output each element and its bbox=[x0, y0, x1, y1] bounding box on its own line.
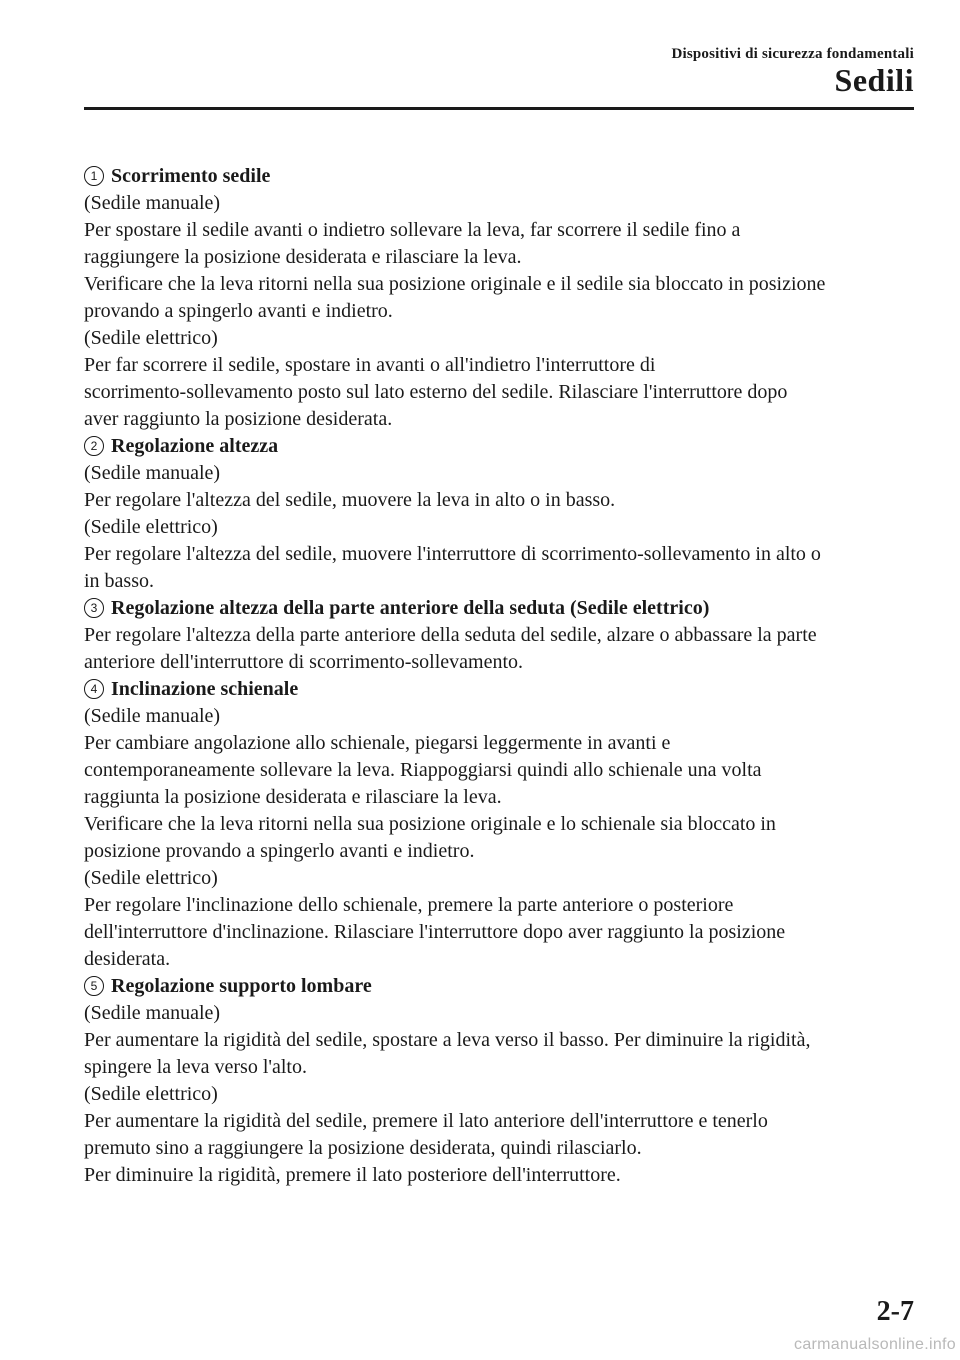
text-line: scorrimento-sollevamento posto sul lato esterno del sedile. Rilasciare l'interruttore dopo bbox=[84, 381, 788, 403]
text-line: Per aumentare la rigidità del sedile, premere il lato anteriore dell'interruttore e tenerlo bbox=[84, 1110, 768, 1132]
text-line: spingere la leva verso l'alto. bbox=[84, 1056, 307, 1078]
text-line: provando a spingerlo avanti e indietro. bbox=[84, 300, 393, 322]
text-line: contemporaneamente sollevare la leva. Riappoggiarsi quindi allo schienale una volta bbox=[84, 759, 762, 781]
circled-number-icon: 4 bbox=[84, 679, 104, 699]
section-block bbox=[84, 973, 914, 1189]
text-line: (Sedile elettrico) bbox=[84, 516, 218, 538]
text-line: (Sedile manuale) bbox=[84, 1002, 221, 1024]
section-title: Sedili bbox=[834, 62, 914, 98]
text-line: dell'interruttore d'inclinazione. Rilasciare l'interruttore dopo aver raggiunto la posizione bbox=[84, 921, 786, 943]
manual-body bbox=[84, 163, 914, 1189]
section-block bbox=[84, 433, 914, 595]
section-heading-text: Regolazione altezza bbox=[111, 435, 279, 457]
section-block bbox=[84, 595, 914, 676]
circled-number-icon: 1 bbox=[84, 166, 104, 186]
watermark: carmanualsonline.info bbox=[794, 1336, 956, 1353]
text-line: Per far scorrere il sedile, spostare in avanti o all'indietro l'interruttore di bbox=[84, 354, 656, 376]
text-line: (Sedile manuale) bbox=[84, 462, 221, 484]
section-heading bbox=[84, 595, 914, 622]
section-heading-text: Scorrimento sedile bbox=[111, 165, 271, 187]
text-line: Per spostare il sedile avanti o indietro sollevare la leva, far scorrere il sedile fino a bbox=[84, 219, 741, 241]
section-block bbox=[84, 163, 914, 433]
text-line: posizione provando a spingerlo avanti e indietro. bbox=[84, 840, 475, 862]
text-line: in basso. bbox=[84, 570, 154, 592]
text-line: (Sedile manuale) bbox=[84, 192, 221, 214]
text-line: raggiungere la posizione desiderata e rilasciare la leva. bbox=[84, 246, 522, 268]
text-line: anteriore dell'interruttore di scorrimento-sollevamento. bbox=[84, 651, 524, 673]
circled-number-icon: 3 bbox=[84, 598, 104, 618]
text-line: desiderata. bbox=[84, 948, 171, 970]
text-line: (Sedile elettrico) bbox=[84, 867, 218, 889]
text-line: Per cambiare angolazione allo schienale, piegarsi leggermente in avanti e bbox=[84, 732, 671, 754]
text-line: premuto sino a raggiungere la posizione desiderata, quindi rilasciarlo. bbox=[84, 1137, 642, 1159]
text-line: (Sedile elettrico) bbox=[84, 327, 218, 349]
chapter-title: Dispositivi di sicurezza fondamentali bbox=[671, 46, 914, 62]
text-line: Per regolare l'altezza del sedile, muovere l'interruttore di scorrimento-sollevamento in alto o bbox=[84, 543, 821, 565]
text-line: Per regolare l'altezza del sedile, muovere la leva in alto o in basso. bbox=[84, 489, 616, 511]
text-line: Verificare che la leva ritorni nella sua posizione originale e lo schienale sia bloccato in bbox=[84, 813, 776, 835]
circled-number-icon: 5 bbox=[84, 976, 104, 996]
section-heading-text: Inclinazione schienale bbox=[111, 678, 299, 700]
page-number: 2-7 bbox=[876, 1296, 914, 1327]
section-block bbox=[84, 676, 914, 973]
text-line: raggiunta la posizione desiderata e rilasciare la leva. bbox=[84, 786, 502, 808]
text-line: (Sedile manuale) bbox=[84, 705, 221, 727]
circled-number-icon: 2 bbox=[84, 436, 104, 456]
text-line: Per regolare l'altezza della parte anteriore della seduta del sedile, alzare o abbassare la parte bbox=[84, 624, 817, 646]
text-line: Per diminuire la rigidità, premere il lato posteriore dell'interruttore. bbox=[84, 1164, 621, 1186]
text-line: aver raggiunto la posizione desiderata. bbox=[84, 408, 393, 430]
section-heading bbox=[84, 973, 914, 1000]
section-heading-text: Regolazione supporto lombare bbox=[111, 975, 372, 997]
section-heading bbox=[84, 433, 914, 460]
text-line: Per regolare l'inclinazione dello schienale, premere la parte anteriore o posteriore bbox=[84, 894, 734, 916]
text-line: Verificare che la leva ritorni nella sua posizione originale e il sedile sia bloccato in posizione bbox=[84, 273, 826, 295]
section-heading bbox=[84, 676, 914, 703]
section-heading-text: Regolazione altezza della parte anteriore della seduta (Sedile elettrico) bbox=[111, 597, 710, 619]
text-line: Per aumentare la rigidità del sedile, spostare a leva verso il basso. Per diminuire la rigidità, bbox=[84, 1029, 811, 1051]
text-line: (Sedile elettrico) bbox=[84, 1083, 218, 1105]
section-heading bbox=[84, 163, 914, 190]
header-divider bbox=[84, 107, 914, 110]
